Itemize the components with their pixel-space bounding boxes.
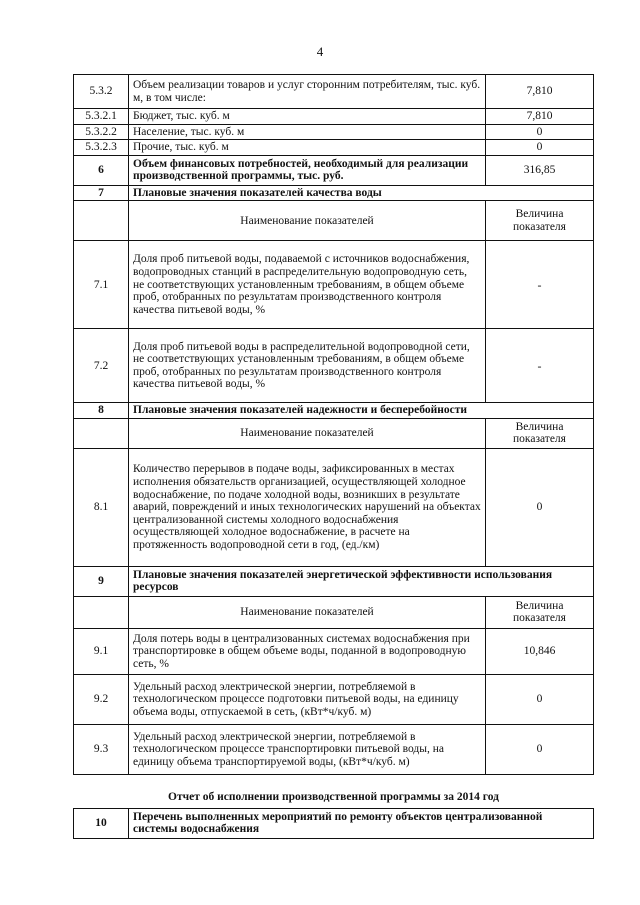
row-value: 0 <box>486 674 594 724</box>
table-row <box>74 448 594 566</box>
section-title: Плановые значения показателей надежности и бесперебойности <box>129 403 594 419</box>
section-number: 9 <box>74 566 129 596</box>
row-number: 7.1 <box>74 241 129 329</box>
table-row <box>74 155 594 185</box>
row-number: 5.3.2 <box>74 75 129 109</box>
section-number: 7 <box>74 185 129 201</box>
row-value: - <box>486 329 594 403</box>
row-number: 6 <box>74 155 129 185</box>
program-table <box>73 74 594 839</box>
section-number: 8 <box>74 403 129 419</box>
row-value: 0 <box>486 140 594 156</box>
header-name: Наименование показателей <box>129 418 486 448</box>
header-value: Величина показателя <box>486 596 594 628</box>
header-name: Наименование показателей <box>129 201 486 241</box>
section-heading-row <box>74 185 594 201</box>
page-number: 4 <box>316 44 324 59</box>
section-title: Плановые значения показателей качества воды <box>129 185 594 201</box>
row-number: 7.2 <box>74 329 129 403</box>
row-number: 8.1 <box>74 448 129 566</box>
row-text: Прочие, тыс. куб. м <box>129 140 486 156</box>
row-number: 9.2 <box>74 674 129 724</box>
table-row <box>74 75 594 109</box>
row-text: Объем финансовых потребностей, необходимый для реализации производственной программы, тыс. руб. <box>129 155 486 185</box>
table-row <box>74 674 594 724</box>
row-text: Бюджет, тыс. куб. м <box>129 109 486 125</box>
table-row <box>74 241 594 329</box>
section-heading-row <box>74 808 594 838</box>
row-number: 5.3.2.3 <box>74 140 129 156</box>
row-text: Удельный расход электрической энергии, потребляемой в технологическом процессе транспортировки питьевой воды, на единицу объема транспортируемой воды, (кВт*ч/куб. м) <box>129 724 486 774</box>
row-value: 316,85 <box>486 155 594 185</box>
empty-cell <box>74 418 129 448</box>
report-title: Отчет об исполнении производственной программы за 2014 год <box>74 774 594 808</box>
column-header-row <box>74 418 594 448</box>
row-value: - <box>486 241 594 329</box>
row-text: Количество перерывов в подаче воды, зафиксированных в местах исполнения обязательств организацией, осуществляющей холодное водоснабжение, по подаче холодной воды, возникших в результате аварий, повреждений и иных технологических нарушений на объектах централизованной системы холодного водоснабжения осуществляющей холодное водоснабжение, в расчете на протяженность водопроводной сети в год, (ед./км) <box>129 448 486 566</box>
row-value: 10,846 <box>486 628 594 674</box>
column-header-row <box>74 596 594 628</box>
section-heading-row <box>74 566 594 596</box>
section-heading-row <box>74 403 594 419</box>
row-number: 9.3 <box>74 724 129 774</box>
table-row <box>74 628 594 674</box>
section-title: Плановые значения показателей энергетической эффективности использования ресурсов <box>129 566 594 596</box>
row-value: 0 <box>486 724 594 774</box>
row-text: Доля проб питьевой воды, подаваемой с источников водоснабжения, водопроводных станций в распределительную водопроводную сеть, не соответствующих установленным требованиям, в общем объеме проб, отобранных по результатам производственного контроля качества питьевой воды, % <box>129 241 486 329</box>
header-value: Величина показателя <box>486 418 594 448</box>
header-name: Наименование показателей <box>129 596 486 628</box>
row-value: 7,810 <box>486 109 594 125</box>
report-heading-row <box>74 774 594 808</box>
section-title: Перечень выполненных мероприятий по ремонту объектов централизованной системы водоснабжения <box>129 808 594 838</box>
row-text: Удельный расход электрической энергии, потребляемой в технологическом процессе подготовки питьевой воды, на единицу объема воды, отпускаемой в сеть, (кВт*ч/куб. м) <box>129 674 486 724</box>
row-text: Население, тыс. куб. м <box>129 124 486 140</box>
row-value: 7,810 <box>486 75 594 109</box>
table-row <box>74 724 594 774</box>
row-number: 9.1 <box>74 628 129 674</box>
section-number: 10 <box>74 808 129 838</box>
table-row <box>74 124 594 140</box>
row-number: 5.3.2.1 <box>74 109 129 125</box>
row-text: Объем реализации товаров и услуг сторонним потребителям, тыс. куб. м, в том числе: <box>129 75 486 109</box>
row-value: 0 <box>486 124 594 140</box>
row-value: 0 <box>486 448 594 566</box>
table-row <box>74 329 594 403</box>
row-text: Доля потерь воды в централизованных системах водоснабжения при транспортировке в общем объеме воды, поданной в водопроводную сеть, % <box>129 628 486 674</box>
empty-cell <box>74 201 129 241</box>
empty-cell <box>74 596 129 628</box>
table-row <box>74 109 594 125</box>
table-row <box>74 140 594 156</box>
row-number: 5.3.2.2 <box>74 124 129 140</box>
header-value: Величина показателя <box>486 201 594 241</box>
row-text: Доля проб питьевой воды в распределительной водопроводной сети, не соответствующих установленным требованиям, в общем объеме проб, отобранных по результатам производственного контроля качества питьевой воды, % <box>129 329 486 403</box>
column-header-row <box>74 201 594 241</box>
